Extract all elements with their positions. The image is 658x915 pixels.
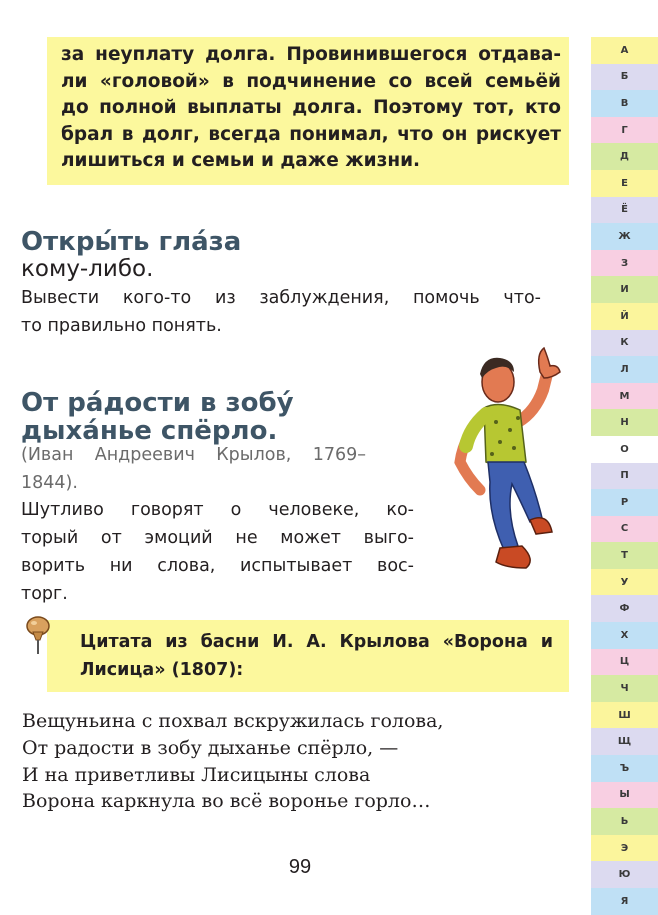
alphabet-tab[interactable]: Щ [591, 728, 658, 755]
page-number: 99 [288, 856, 312, 878]
alphabet-tab[interactable]: Х [591, 622, 658, 649]
intro-line: лишиться и семьи и даже жизни. [61, 150, 421, 172]
alphabet-tab[interactable]: Н [591, 409, 658, 436]
source-line: 1844). [21, 473, 78, 493]
definition-line: Шутливо говорят о человеке, ко- [21, 500, 414, 520]
alphabet-tab[interactable]: Ч [591, 675, 658, 702]
alphabet-tab[interactable]: Ь [591, 808, 658, 835]
alphabet-tab[interactable]: Ф [591, 595, 658, 622]
alphabet-tab[interactable]: З [591, 250, 658, 277]
alphabet-tab[interactable]: Ш [591, 702, 658, 729]
intro-line: брал в долг, всегда понимал, что он рискует [61, 123, 561, 145]
dancing-man-illustration [440, 342, 590, 592]
alphabet-tab[interactable]: Й [591, 303, 658, 330]
entry-title-otkryt-glaza: Откры́ть гла́за [21, 227, 242, 257]
alphabet-tab[interactable]: О [591, 436, 658, 463]
quote-heading [80, 628, 553, 684]
alphabet-tab[interactable]: Д [591, 143, 658, 170]
alphabet-tab[interactable]: Б [591, 64, 658, 91]
alphabet-tab[interactable]: С [591, 516, 658, 543]
source-line: (Иван Андреевич Крылов, 1769– [21, 445, 366, 465]
alphabet-tab[interactable]: А [591, 37, 658, 64]
poem-line: Вещуньина с похвал вскружилась голова, [22, 710, 444, 732]
alphabet-tab[interactable]: Ж [591, 223, 658, 250]
alphabet-tab[interactable]: Э [591, 835, 658, 862]
entry-title-ot-radosti: От ра́дости в зобу́ [21, 388, 294, 418]
alphabet-tab[interactable]: Ц [591, 649, 658, 676]
definition-line: торг. [21, 584, 68, 604]
alphabet-tab[interactable]: М [591, 383, 658, 410]
alphabet-tab[interactable]: Т [591, 542, 658, 569]
alphabet-tab[interactable]: Ё [591, 197, 658, 224]
definition-line: Вывести кого-то из заблуждения, помочь что- [21, 288, 541, 308]
alphabet-index-sidebar [591, 37, 658, 907]
entry-source [21, 441, 366, 497]
alphabet-tab[interactable]: П [591, 463, 658, 490]
quote-heading-line: Цитата из басни И. А. Крылова «Ворона и [80, 632, 553, 652]
definition-line: торый от эмоций не может выго- [21, 528, 414, 548]
entry-subtitle: кому-либо. [21, 256, 154, 282]
alphabet-tab[interactable]: И [591, 276, 658, 303]
intro-line: ли «головой» в подчинение со всей семьёй [61, 70, 561, 92]
definition-line: то правильно понять. [21, 316, 222, 336]
alphabet-tab[interactable]: Ы [591, 782, 658, 809]
intro-line: за неуплату долга. Провинившегося отдава- [61, 44, 561, 65]
alphabet-tab[interactable]: У [591, 569, 658, 596]
poem-line: Ворона каркнула во всё воронье горло… [22, 790, 431, 813]
entry-definition [21, 496, 414, 608]
alphabet-tab[interactable]: Я [591, 888, 658, 915]
entry-definition [21, 284, 541, 340]
alphabet-tab[interactable]: В [591, 90, 658, 117]
alphabet-tab[interactable]: Р [591, 489, 658, 516]
intro-line: до полной выплаты долга. Поэтому тот, кто [61, 97, 561, 119]
poem-quote [22, 708, 562, 815]
alphabet-tab[interactable]: Е [591, 170, 658, 197]
entry-title-ot-radosti-cont: дыха́нье спёрло. [21, 416, 278, 446]
intro-text [61, 42, 561, 175]
pushpin-icon [24, 614, 52, 658]
poem-line: От радости в зобу дыханье спёрло, — [22, 736, 399, 759]
alphabet-tab[interactable]: К [591, 330, 658, 357]
alphabet-tab[interactable]: Г [591, 117, 658, 144]
alphabet-tab[interactable]: Ъ [591, 755, 658, 782]
quote-heading-line: Лисица» (1807): [80, 660, 244, 680]
alphabet-tab[interactable]: Л [591, 356, 658, 383]
poem-line: И на приветливы Лисицыны слова [22, 763, 371, 786]
definition-line: ворить ни слова, испытывает вос- [21, 556, 414, 576]
alphabet-tab[interactable]: Ю [591, 861, 658, 888]
